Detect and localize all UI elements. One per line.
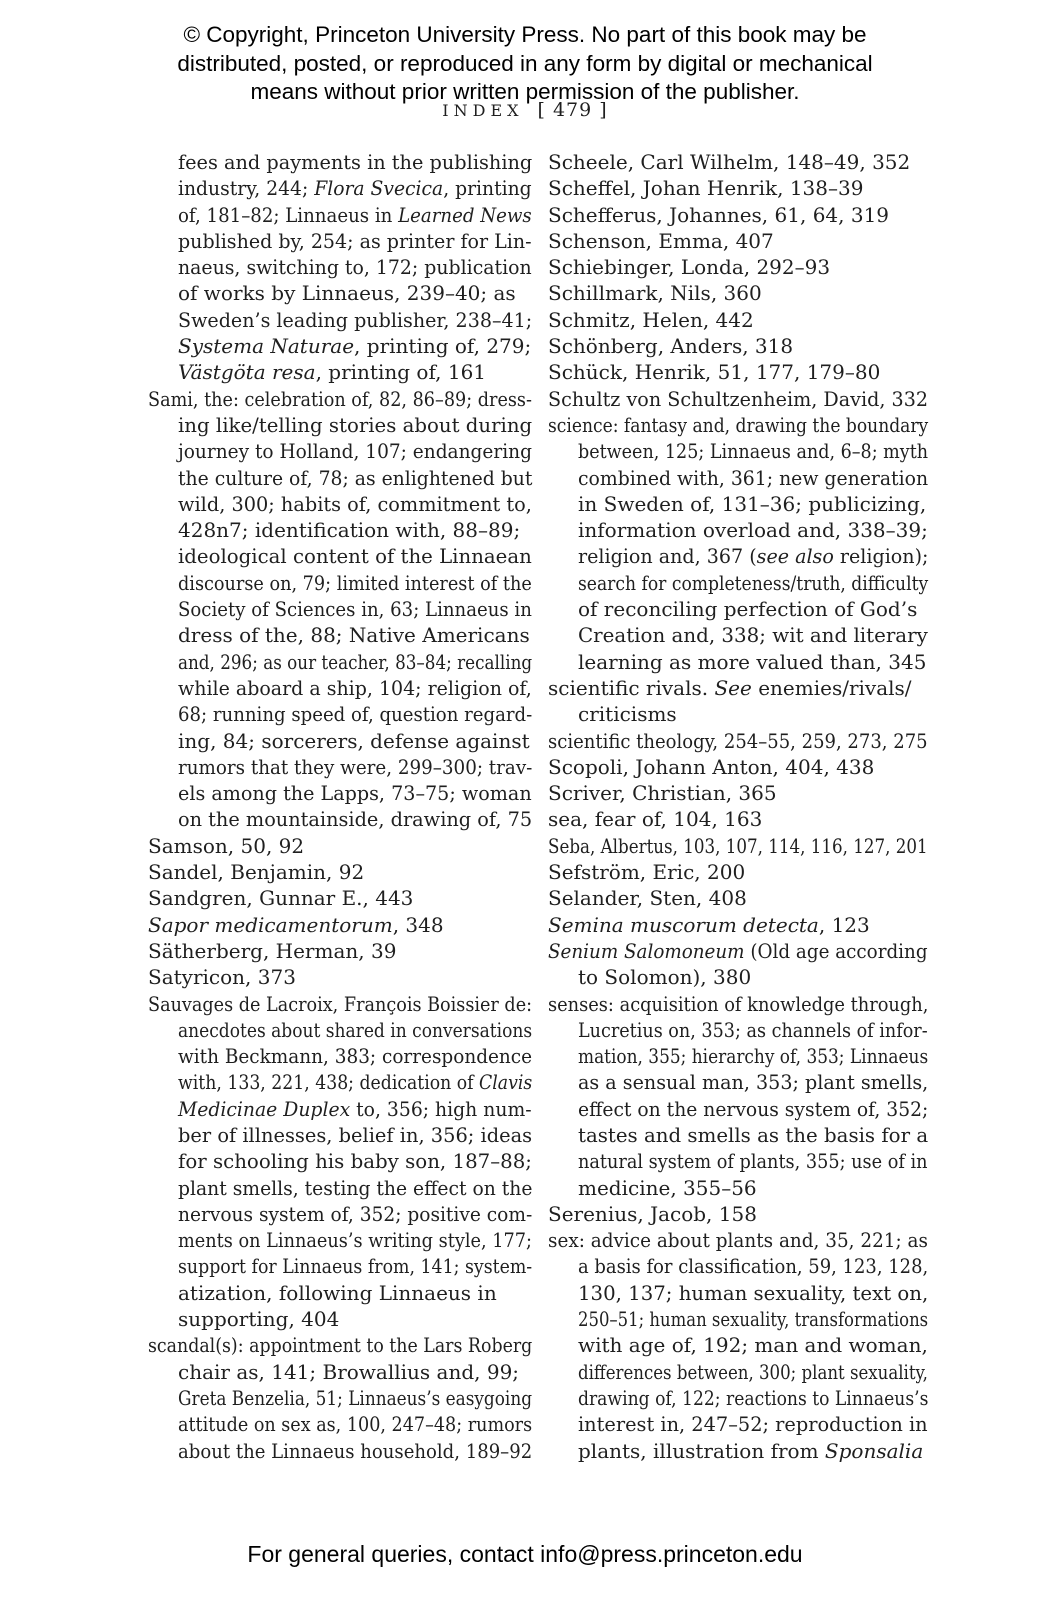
index-line-continuation — [548, 622, 928, 648]
index-text: science: fantasy and, drawing the boundary — [548, 412, 929, 437]
index-text: Creation and, 338; wit and literary — [578, 623, 928, 648]
index-entry-line — [548, 386, 928, 412]
index-line-continuation — [548, 1175, 928, 1201]
index-entry-line — [548, 333, 928, 359]
index-text: Sefström, Eric, 200 — [548, 860, 746, 885]
index-line-continuation — [548, 1122, 928, 1148]
index-text: Scheffel, Johan Henrik, 138–39 — [548, 176, 864, 201]
index-text: 68; running speed of, question regard- — [178, 702, 533, 727]
index-text: fees and payments in the publishing — [178, 150, 533, 174]
index-line-continuation — [148, 780, 532, 806]
index-text: senses: acquisition of knowledge through, — [548, 991, 929, 1016]
index-line-continuation — [148, 543, 532, 569]
index-text: the culture of, 78; as enlightened but — [178, 465, 533, 490]
index-line-continuation — [148, 1069, 532, 1095]
index-text: with, 133, 221, 438; dedication of — [178, 1070, 480, 1095]
index-entry-line — [148, 885, 532, 911]
index-text: Sauvages de Lacroix, François Boissier de: — [148, 991, 533, 1016]
index-label: INDEX — [442, 101, 524, 120]
index-text: 250–51; human sexuality, transformations — [578, 1307, 929, 1332]
index-line-continuation — [148, 806, 532, 832]
index-line-continuation — [148, 1411, 532, 1437]
index-text-italic: Systema Naturae — [178, 334, 355, 359]
index-line-continuation — [548, 596, 928, 622]
index-text: Samson, 50, 92 — [148, 833, 305, 858]
index-text: plant smells, testing the effect on the — [178, 1175, 533, 1200]
index-line-continuation — [148, 149, 532, 175]
index-line-continuation — [548, 1385, 928, 1411]
index-text: industry, 244; — [178, 176, 315, 201]
index-text-italic: See — [714, 675, 752, 700]
index-text: Lucretius on, 353; as channels of infor- — [578, 1017, 928, 1042]
index-text: with Beckmann, 383; correspondence — [178, 1044, 533, 1069]
index-text: naeus, switching to, 172; publication — [178, 255, 532, 280]
index-text: published by, 254; as printer for Lin- — [178, 228, 532, 253]
index-entry-line — [548, 1201, 928, 1227]
index-line-continuation — [548, 517, 928, 543]
index-line-continuation — [548, 570, 928, 596]
index-line-continuation — [148, 359, 532, 385]
index-line-continuation — [548, 1253, 928, 1279]
index-text: while aboard a ship, 104; religion of, — [178, 675, 532, 700]
index-text: Sami, the: celebration of, 82, 86–89; dress- — [148, 386, 532, 411]
index-line-continuation — [548, 1359, 928, 1385]
index-entry-line — [148, 1332, 532, 1358]
index-line-continuation — [148, 307, 532, 333]
index-column-left — [148, 149, 532, 1464]
index-line-continuation — [148, 596, 532, 622]
index-text: drawing of, 122; reactions to Linnaeus’s — [578, 1385, 929, 1410]
index-text: ing, 84; sorcerers, defense against — [178, 728, 530, 753]
index-text-italic: Clavis — [479, 1070, 533, 1095]
footer-contact: For general queries, contact info@press.princeton.edu — [247, 1541, 803, 1567]
index-line-continuation — [548, 1306, 928, 1332]
index-text: and, 296; as our teacher, 83–84; recalling — [178, 649, 533, 674]
index-line-continuation — [548, 1332, 928, 1358]
index-text: Sweden’s leading publisher, 238–41; — [178, 307, 533, 332]
index-text: journey to Holland, 107; endangering — [178, 439, 532, 464]
index-line-continuation — [148, 728, 532, 754]
index-line-continuation — [148, 254, 532, 280]
index-text: scientific theology, 254–55, 259, 273, 275 — [548, 728, 928, 753]
index-line-continuation — [148, 175, 532, 201]
index-entry-line — [548, 885, 928, 911]
index-text: of, 181–82; Linnaeus in — [178, 202, 399, 227]
index-line-continuation — [148, 228, 532, 254]
index-line-continuation — [548, 1438, 928, 1464]
index-entry-line — [548, 1227, 928, 1253]
index-line-continuation — [148, 280, 532, 306]
index-entry-line — [548, 228, 928, 254]
index-entry-line — [548, 149, 928, 175]
index-text: search for completeness/truth, difficulty — [578, 570, 929, 595]
index-text-italic: see also — [756, 544, 834, 569]
index-text: ing like/telling stories about during — [178, 412, 533, 437]
index-line-continuation — [148, 1253, 532, 1279]
index-text: Society of Sciences in, 63; Linnaeus in — [178, 597, 532, 622]
index-line-continuation — [148, 412, 532, 438]
index-text: els among the Lapps, 73–75; woman — [178, 781, 532, 806]
index-text-italic: Sapor medicamentorum — [148, 912, 393, 937]
index-text: interest in, 247–52; reproduction in — [578, 1412, 928, 1437]
index-text: Serenius, Jacob, 158 — [548, 1201, 757, 1226]
index-line-continuation — [148, 1359, 532, 1385]
index-text: Seba, Albertus, 103, 107, 114, 116, 127, 201 — [548, 833, 928, 858]
index-text: anecdotes about shared in conversations — [178, 1017, 533, 1042]
index-entry-line — [548, 412, 928, 438]
index-text: Selander, Sten, 408 — [548, 886, 747, 911]
index-text: tastes and smells as the basis for a — [578, 1122, 929, 1147]
index-line-continuation — [548, 543, 928, 569]
index-text: Schönberg, Anders, 318 — [548, 334, 794, 359]
index-entry-line — [548, 938, 928, 964]
index-line-continuation — [148, 649, 532, 675]
copyright-notice — [0, 21, 1050, 107]
copyright-line: distributed, posted, or reproduced in any form by digital or mechanical — [177, 50, 873, 76]
index-text: , printing of, 161 — [315, 360, 487, 385]
index-text: Sandel, Benjamin, 92 — [148, 860, 365, 885]
index-entry-line — [548, 202, 928, 228]
index-text: Schefferus, Johannes, 61, 64, 319 — [548, 202, 890, 227]
index-text: , 348 — [392, 912, 444, 937]
index-text: supporting, 404 — [178, 1307, 340, 1332]
index-text: with age of, 192; man and woman, — [578, 1333, 928, 1358]
index-text: Scriver, Christian, 365 — [548, 781, 777, 806]
index-text: Schmitz, Helen, 442 — [548, 307, 754, 332]
index-text: scandal(s): appointment to the Lars Roberg — [148, 1333, 533, 1358]
index-entry-line — [548, 675, 928, 701]
index-text: Scheele, Carl Wilhelm, 148–49, 352 — [548, 150, 911, 174]
index-line-continuation — [548, 1096, 928, 1122]
index-text: religion); — [833, 544, 929, 569]
index-entry-line — [548, 754, 928, 780]
index-entry-line — [548, 912, 928, 938]
index-text: chair as, 141; Browallius and, 99; — [178, 1359, 520, 1384]
index-entry-line — [548, 359, 928, 385]
index-line-continuation — [148, 1122, 532, 1148]
index-text: ber of illnesses, belief in, 356; ideas — [178, 1122, 533, 1147]
index-text: dress of the, 88; Native Americans — [178, 623, 530, 648]
index-text: as a sensual man, 353; plant smells, — [578, 1070, 929, 1095]
index-text: Sandgren, Gunnar E., 443 — [148, 886, 414, 911]
index-line-continuation — [548, 701, 928, 727]
index-text: support for Linnaeus from, 141; system- — [178, 1254, 533, 1279]
index-text: , printing — [443, 176, 532, 201]
index-entry-line — [148, 386, 532, 412]
index-text-italic: Sponsalia — [824, 1438, 924, 1463]
index-entry-line — [148, 833, 532, 859]
index-text: Schück, Henrik, 51, 177, 179–80 — [548, 360, 881, 385]
index-entry-line — [548, 806, 928, 832]
index-line-continuation — [148, 754, 532, 780]
index-entry-line — [148, 964, 532, 990]
running-head — [0, 99, 1050, 121]
index-line-continuation — [548, 964, 928, 990]
index-line-continuation — [148, 333, 532, 359]
index-entry-line — [548, 991, 928, 1017]
index-text: Sätherberg, Herman, 39 — [148, 938, 397, 963]
index-text: learning as more valued than, 345 — [578, 649, 927, 674]
index-line-continuation — [148, 202, 532, 228]
index-text: medicine, 355–56 — [578, 1175, 757, 1200]
index-text: a basis for classification, 59, 123, 128, — [578, 1254, 929, 1279]
index-text: sex: advice about plants and, 35, 221; as — [548, 1228, 928, 1253]
index-line-continuation — [148, 1017, 532, 1043]
index-text: , 123 — [818, 912, 870, 937]
index-line-continuation — [148, 701, 532, 727]
index-text: ideological content of the Linnaean — [178, 544, 532, 569]
index-text: Scopoli, Johann Anton, 404, 438 — [548, 754, 875, 779]
index-text: of works by Linnaeus, 239–40; as — [178, 281, 516, 306]
index-line-continuation — [548, 438, 928, 464]
index-text: to Solomon), 380 — [578, 965, 752, 990]
index-text: (Old age according — [744, 938, 928, 963]
index-line-continuation — [148, 675, 532, 701]
index-text: ments on Linnaeus’s writing style, 177; — [178, 1228, 532, 1253]
index-text: , printing of, 279; — [354, 334, 532, 359]
index-text: natural system of plants, 355; use of in — [578, 1149, 928, 1174]
index-text: wild, 300; habits of, commitment to, — [178, 491, 532, 516]
index-entry-line — [548, 307, 928, 333]
index-text: differences between, 300; plant sexuality, — [578, 1359, 928, 1384]
index-entry-line — [548, 254, 928, 280]
index-line-continuation — [548, 1411, 928, 1437]
index-text: 130, 137; human sexuality, text on, — [578, 1280, 929, 1305]
index-line-continuation — [148, 1148, 532, 1174]
index-line-continuation — [148, 438, 532, 464]
index-text: enemies/rivals/ — [751, 675, 912, 700]
index-line-continuation — [148, 1280, 532, 1306]
index-line-continuation — [548, 491, 928, 517]
index-text: Satyricon, 373 — [148, 965, 296, 990]
index-text: mation, 355; hierarchy of, 353; Linnaeus — [578, 1044, 929, 1069]
index-text: scientific rivals. — [548, 675, 715, 700]
index-text: about the Linnaeus household, 189–92 — [178, 1438, 533, 1463]
index-line-continuation — [148, 1227, 532, 1253]
index-text: rumors that they were, 299–300; trav- — [178, 754, 533, 779]
index-text-italic: Semina muscorum detecta — [548, 912, 819, 937]
index-text: Greta Benzelia, 51; Linnaeus’s easygoing — [178, 1385, 533, 1410]
index-text: Schiebinger, Londa, 292–93 — [548, 255, 831, 280]
index-text: information overload and, 338–39; — [578, 518, 928, 543]
index-text: to, 356; high num- — [350, 1096, 532, 1121]
index-entry-line — [548, 280, 928, 306]
index-text-italic: Medicinae Duplex — [178, 1096, 351, 1121]
index-line-continuation — [548, 465, 928, 491]
index-line-continuation — [148, 517, 532, 543]
index-text: between, 125; Linnaeus and, 6–8; myth — [578, 439, 929, 464]
index-line-continuation — [148, 1043, 532, 1069]
index-entry-line — [148, 938, 532, 964]
index-text-italic: Senium Salomoneum — [548, 938, 745, 963]
index-text: of reconciling perfection of God’s — [578, 597, 918, 622]
index-entry-line — [548, 833, 928, 859]
copyright-line: means without prior written permission of the publisher. — [250, 79, 800, 104]
index-text: sea, fear of, 104, 163 — [548, 807, 763, 832]
index-text: effect on the nervous system of, 352; — [578, 1096, 929, 1121]
index-text: on the mountainside, drawing of, 75 — [178, 807, 533, 832]
index-text: 428n7; identification with, 88–89; — [178, 518, 521, 543]
index-text-italic: Learned News — [398, 202, 532, 227]
index-text: Schultz von Schultzenheim, David, 332 — [548, 386, 929, 411]
index-column-right — [548, 149, 928, 1464]
index-line-continuation — [148, 1096, 532, 1122]
index-line-continuation — [148, 1438, 532, 1464]
index-text: criticisms — [578, 702, 677, 727]
index-line-continuation — [148, 1175, 532, 1201]
index-line-continuation — [548, 1043, 928, 1069]
index-entry-line — [548, 780, 928, 806]
index-text: for schooling his baby son, 187–88; — [178, 1149, 532, 1174]
index-line-continuation — [548, 1017, 928, 1043]
index-line-continuation — [148, 622, 532, 648]
index-entry-line — [548, 859, 928, 885]
page-number: [ 479 ] — [537, 99, 608, 121]
index-line-continuation — [148, 491, 532, 517]
index-entry-line — [548, 175, 928, 201]
index-entry-line — [148, 912, 532, 938]
index-entry-line — [548, 728, 928, 754]
index-entry-line — [148, 991, 532, 1017]
index-line-continuation — [548, 1148, 928, 1174]
index-line-continuation — [148, 570, 532, 596]
index-line-continuation — [148, 1306, 532, 1332]
index-text: plants, illustration from — [578, 1438, 825, 1463]
index-line-continuation — [148, 1385, 532, 1411]
index-text: discourse on, 79; limited interest of the — [178, 570, 532, 595]
index-text: atization, following Linnaeus in — [178, 1280, 497, 1305]
index-text: nervous system of, 352; positive com- — [178, 1201, 533, 1226]
index-text-italic: Flora Svecica — [314, 176, 444, 201]
index-text: in Sweden of, 131–36; publicizing, — [578, 491, 927, 516]
copyright-line: © Copyright, Princeton University Press. No part of this book may be — [183, 22, 867, 47]
index-text: attitude on sex as, 100, 247–48; rumors — [178, 1412, 533, 1437]
index-text: Schillmark, Nils, 360 — [548, 281, 762, 306]
index-text-italic: Västgöta resa — [178, 360, 316, 385]
index-text: combined with, 361; new generation — [578, 465, 929, 490]
index-text: religion and, 367 ( — [578, 544, 757, 569]
index-line-continuation — [548, 1280, 928, 1306]
index-line-continuation — [148, 1201, 532, 1227]
index-text: Schenson, Emma, 407 — [548, 228, 774, 253]
index-line-continuation — [548, 1069, 928, 1095]
index-entry-line — [148, 859, 532, 885]
index-line-continuation — [148, 465, 532, 491]
index-line-continuation — [548, 649, 928, 675]
